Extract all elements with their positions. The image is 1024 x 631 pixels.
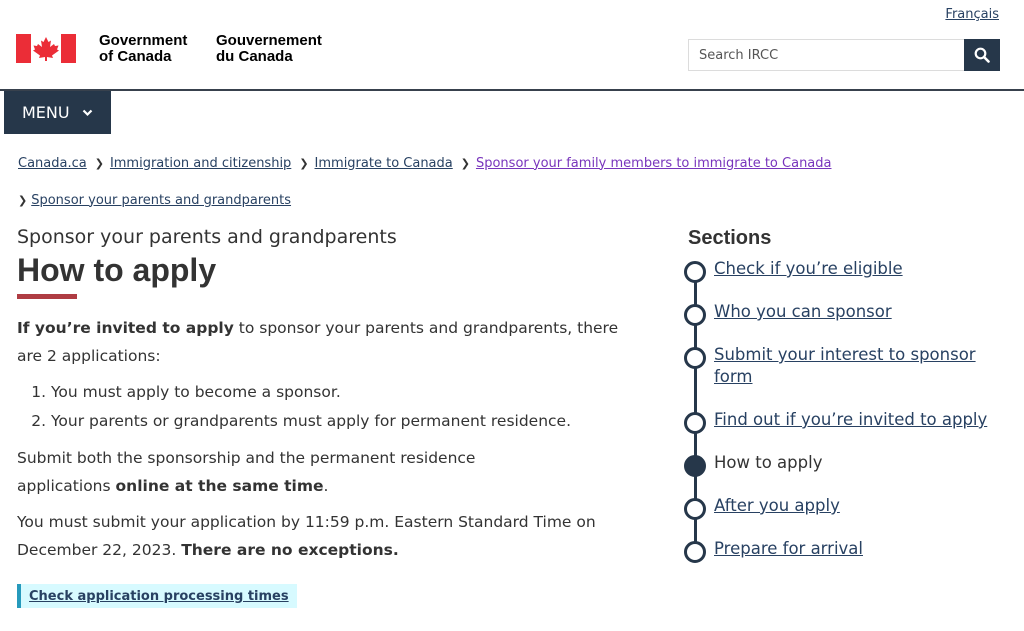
signature-french: Gouvernement du Canada bbox=[216, 32, 322, 65]
step-prepare-arrival bbox=[684, 538, 994, 563]
step-circle-icon bbox=[684, 304, 706, 326]
search-button[interactable] bbox=[964, 39, 1000, 71]
chevron-right-icon: ❯ bbox=[299, 156, 309, 170]
search-form bbox=[688, 39, 1000, 71]
header-divider bbox=[0, 89, 1024, 91]
step-link[interactable]: After you apply bbox=[714, 496, 840, 515]
deadline-paragraph bbox=[17, 508, 647, 564]
step-link[interactable]: Submit your interest to sponsor form bbox=[714, 345, 976, 386]
step-find-out-invited bbox=[684, 409, 994, 434]
list-item: 2. Your parents or grandparents must apply for permanent residence. bbox=[51, 407, 647, 436]
intro-paragraph bbox=[17, 314, 647, 370]
submit-text: Submit both the sponsorship and the permanent residence applications bbox=[17, 449, 476, 495]
chevron-down-icon bbox=[82, 109, 93, 117]
search-icon bbox=[974, 47, 990, 63]
intro-bold: If you’re invited to apply bbox=[17, 319, 234, 337]
canada-flag-icon bbox=[16, 34, 76, 63]
step-how-to-apply bbox=[684, 452, 994, 477]
chevron-right-icon: ❯ bbox=[460, 156, 470, 170]
intro-text: to sponsor your parents and grandparents, there are 2 applications: bbox=[17, 319, 619, 365]
step-current-label: How to apply bbox=[714, 453, 823, 472]
signature-english: Government of Canada bbox=[99, 32, 188, 65]
submit-end: . bbox=[323, 477, 329, 495]
submit-paragraph bbox=[17, 444, 507, 500]
sections-title: Sections bbox=[688, 227, 772, 249]
step-link[interactable]: Check if you’re eligible bbox=[714, 259, 903, 278]
title-underline bbox=[17, 294, 77, 299]
submit-bold: online at the same time bbox=[115, 477, 324, 495]
main-content bbox=[17, 314, 647, 572]
deadline-text: You must submit your application by 11:59 p.m. Eastern Standard Time on December 22, 2023. bbox=[17, 513, 596, 559]
step-after-apply bbox=[684, 495, 994, 520]
step-circle-icon bbox=[684, 498, 706, 520]
page-title: How to apply bbox=[17, 252, 217, 288]
step-circle-icon bbox=[684, 541, 706, 563]
step-check-eligible bbox=[684, 258, 994, 283]
step-circle-icon bbox=[684, 412, 706, 434]
language-toggle-link[interactable]: Français bbox=[945, 7, 999, 22]
breadcrumb-immigrate-to-canada[interactable]: Immigrate to Canada bbox=[314, 155, 453, 171]
chevron-right-icon: ❯ bbox=[94, 156, 104, 170]
breadcrumb-immigration-citizenship[interactable]: Immigration and citizenship bbox=[109, 155, 292, 171]
step-who-sponsor bbox=[684, 301, 994, 326]
menu-button[interactable] bbox=[4, 91, 111, 134]
menu-label: MENU bbox=[22, 103, 70, 122]
step-circle-icon bbox=[684, 347, 706, 369]
step-link[interactable]: Who you can sponsor bbox=[714, 302, 892, 321]
step-link[interactable]: Prepare for arrival bbox=[714, 539, 863, 558]
application-list bbox=[51, 378, 647, 436]
breadcrumb bbox=[18, 154, 1008, 209]
step-current-circle-icon bbox=[684, 455, 706, 477]
step-circle-icon bbox=[684, 261, 706, 283]
chevron-right-icon: ❯ bbox=[18, 193, 28, 207]
breadcrumb-sponsor-parents[interactable]: Sponsor your parents and grandparents bbox=[31, 192, 292, 208]
processing-times-link[interactable]: Check application processing times bbox=[17, 584, 297, 608]
step-submit-interest bbox=[684, 344, 994, 388]
breadcrumb-canada-ca[interactable]: Canada.ca bbox=[18, 155, 87, 171]
search-input[interactable] bbox=[688, 39, 964, 71]
step-link[interactable]: Find out if you’re invited to apply bbox=[714, 410, 988, 429]
breadcrumb-sponsor-family[interactable]: Sponsor your family members to immigrate to Canada bbox=[475, 155, 832, 171]
list-item: 1. You must apply to become a sponsor. bbox=[51, 378, 647, 407]
page-subtitle: Sponsor your parents and grandparents bbox=[17, 226, 397, 248]
deadline-bold: There are no exceptions. bbox=[181, 541, 399, 559]
